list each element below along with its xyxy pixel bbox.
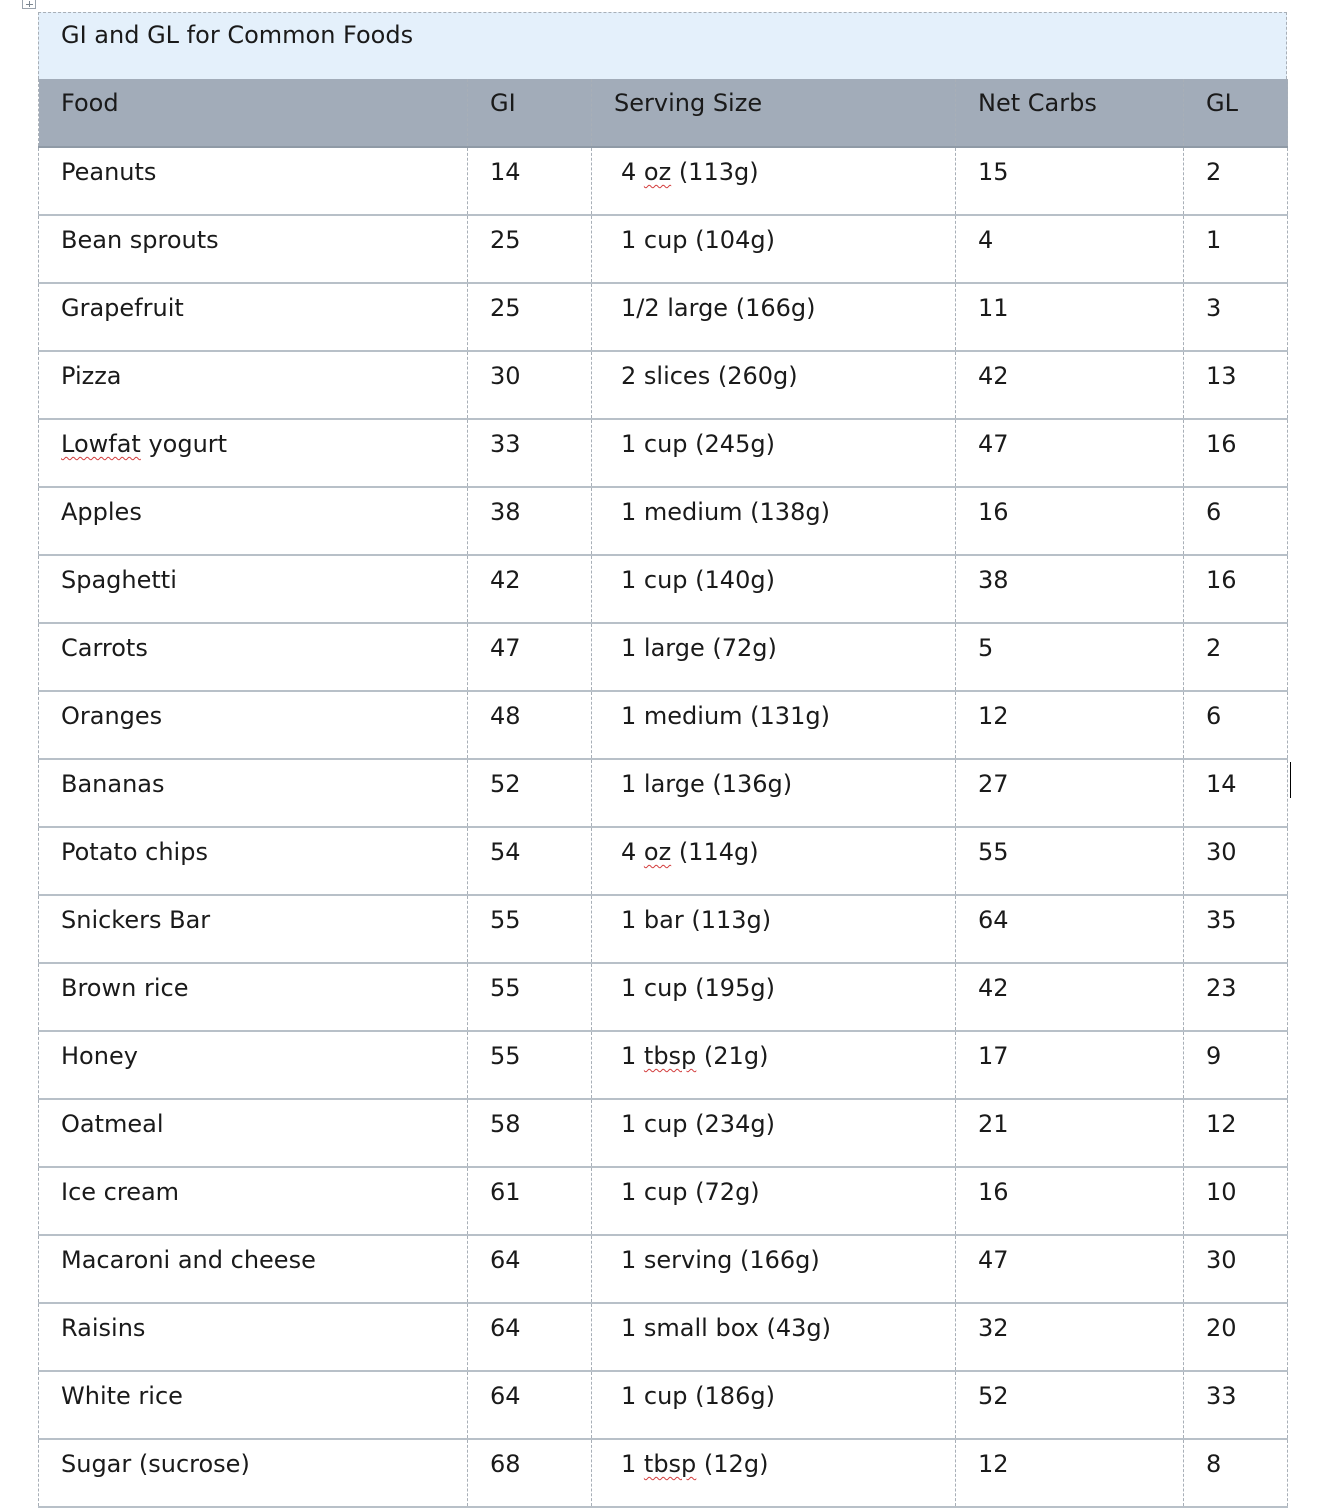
serving-size-cell[interactable] xyxy=(592,1031,956,1099)
food-cell[interactable]: Grapefruit xyxy=(39,283,468,351)
gl-cell[interactable]: 33 xyxy=(1184,1371,1288,1439)
gi-cell[interactable]: 14 xyxy=(468,147,592,215)
table-title[interactable]: GI and GL for Common Foods xyxy=(61,21,414,49)
gl-cell[interactable]: 6 xyxy=(1184,691,1288,759)
header-net-carbs[interactable]: Net Carbs xyxy=(956,79,1184,147)
net-carbs-cell[interactable]: 42 xyxy=(956,351,1184,419)
gl-cell[interactable]: 16 xyxy=(1184,419,1288,487)
food-text: yogurt xyxy=(140,430,228,458)
table-row xyxy=(39,419,1288,487)
serving-size-cell[interactable]: 1 cup (104g) xyxy=(592,215,956,283)
table-title-row xyxy=(38,12,1287,79)
serving-size-cell[interactable]: 1 serving (166g) xyxy=(592,1235,956,1303)
table-row xyxy=(39,1303,1288,1371)
serving-size-cell[interactable] xyxy=(592,827,956,895)
header-gl[interactable]: GL xyxy=(1184,79,1288,147)
food-cell[interactable]: Sugar (sucrose) xyxy=(39,1439,468,1507)
net-carbs-cell[interactable]: 52 xyxy=(956,1371,1184,1439)
serving-size-cell[interactable] xyxy=(592,147,956,215)
food-cell[interactable]: Raisins xyxy=(39,1303,468,1371)
table-row xyxy=(39,691,1288,759)
serving-size-cell[interactable]: 1 small box (43g) xyxy=(592,1303,956,1371)
serving-unit-misspelled: tbsp xyxy=(643,1450,697,1478)
table-row xyxy=(39,623,1288,691)
table-row xyxy=(39,1439,1288,1507)
net-carbs-cell[interactable]: 47 xyxy=(956,1235,1184,1303)
gl-cell[interactable]: 2 xyxy=(1184,623,1288,691)
table-row xyxy=(39,759,1288,827)
table-row xyxy=(39,555,1288,623)
serving-size-cell[interactable]: 1 large (72g) xyxy=(592,623,956,691)
net-carbs-cell[interactable]: 5 xyxy=(956,623,1184,691)
net-carbs-cell[interactable]: 12 xyxy=(956,1439,1184,1507)
text-cursor xyxy=(1290,762,1291,798)
gl-cell[interactable]: 35 xyxy=(1184,895,1288,963)
gi-cell[interactable]: 54 xyxy=(468,827,592,895)
table-row xyxy=(39,963,1288,1031)
net-carbs-cell[interactable]: 11 xyxy=(956,283,1184,351)
gl-cell[interactable]: 2 xyxy=(1184,147,1288,215)
gi-cell[interactable]: 38 xyxy=(468,487,592,555)
food-cell[interactable]: Snickers Bar xyxy=(39,895,468,963)
table-row xyxy=(39,147,1288,215)
net-carbs-cell[interactable]: 17 xyxy=(956,1031,1184,1099)
serving-text: (21g) xyxy=(696,1042,769,1070)
table-row xyxy=(39,895,1288,963)
serving-text: (113g) xyxy=(671,158,759,186)
net-carbs-cell[interactable]: 12 xyxy=(956,691,1184,759)
gi-cell[interactable]: 48 xyxy=(468,691,592,759)
food-text-misspelled: Lowfat xyxy=(61,430,141,458)
food-cell[interactable] xyxy=(39,419,468,487)
food-cell[interactable]: Bean sprouts xyxy=(39,215,468,283)
gi-cell[interactable]: 25 xyxy=(468,215,592,283)
food-cell[interactable]: Macaroni and cheese xyxy=(39,1235,468,1303)
serving-text: (12g) xyxy=(696,1450,769,1478)
serving-size-cell[interactable]: 1 cup (140g) xyxy=(592,555,956,623)
food-cell[interactable]: Oranges xyxy=(39,691,468,759)
table-row xyxy=(39,283,1288,351)
gi-cell[interactable]: 55 xyxy=(468,963,592,1031)
table-move-handle[interactable] xyxy=(22,0,36,9)
table-row xyxy=(39,1031,1288,1099)
gl-cell[interactable]: 30 xyxy=(1184,827,1288,895)
food-cell[interactable]: Spaghetti xyxy=(39,555,468,623)
net-carbs-cell[interactable]: 42 xyxy=(956,963,1184,1031)
gl-cell[interactable]: 10 xyxy=(1184,1167,1288,1235)
serving-size-cell[interactable]: 1 medium (131g) xyxy=(592,691,956,759)
net-carbs-cell[interactable]: 21 xyxy=(956,1099,1184,1167)
serving-text: (114g) xyxy=(671,838,759,866)
gi-cell[interactable]: 47 xyxy=(468,623,592,691)
gi-cell[interactable]: 64 xyxy=(468,1371,592,1439)
gl-cell[interactable]: 3 xyxy=(1184,283,1288,351)
table-row xyxy=(39,1235,1288,1303)
net-carbs-cell[interactable]: 15 xyxy=(956,147,1184,215)
serving-unit-misspelled: oz xyxy=(643,158,672,186)
table-row xyxy=(39,1099,1288,1167)
food-cell[interactable]: Potato chips xyxy=(39,827,468,895)
gl-cell[interactable]: 14 xyxy=(1184,759,1288,827)
table-row xyxy=(39,351,1288,419)
serving-size-cell[interactable]: 1 cup (186g) xyxy=(592,1371,956,1439)
gi-cell[interactable]: 33 xyxy=(468,419,592,487)
serving-size-cell[interactable]: 1 cup (72g) xyxy=(592,1167,956,1235)
food-cell[interactable]: Peanuts xyxy=(39,147,468,215)
gl-cell[interactable]: 9 xyxy=(1184,1031,1288,1099)
serving-size-cell[interactable] xyxy=(592,1439,956,1507)
serving-size-cell[interactable]: 1 medium (138g) xyxy=(592,487,956,555)
header-serving-size[interactable]: Serving Size xyxy=(592,79,956,147)
food-cell[interactable]: Bananas xyxy=(39,759,468,827)
serving-size-cell[interactable]: 1 bar (113g) xyxy=(592,895,956,963)
header-gi[interactable]: GI xyxy=(468,79,592,147)
gl-cell[interactable]: 6 xyxy=(1184,487,1288,555)
food-cell[interactable]: Pizza xyxy=(39,351,468,419)
net-carbs-cell[interactable]: 16 xyxy=(956,1167,1184,1235)
net-carbs-cell[interactable]: 27 xyxy=(956,759,1184,827)
serving-size-cell[interactable]: 1/2 large (166g) xyxy=(592,283,956,351)
gi-cell[interactable]: 52 xyxy=(468,759,592,827)
food-cell[interactable]: Oatmeal xyxy=(39,1099,468,1167)
gl-cell[interactable]: 30 xyxy=(1184,1235,1288,1303)
net-carbs-cell[interactable]: 16 xyxy=(956,487,1184,555)
gi-cell[interactable]: 30 xyxy=(468,351,592,419)
food-cell[interactable]: Apples xyxy=(39,487,468,555)
net-carbs-cell[interactable]: 32 xyxy=(956,1303,1184,1371)
table-row xyxy=(39,827,1288,895)
serving-size-cell[interactable]: 1 cup (195g) xyxy=(592,963,956,1031)
serving-size-cell[interactable]: 1 cup (234g) xyxy=(592,1099,956,1167)
serving-unit-misspelled: oz xyxy=(643,838,672,866)
net-carbs-cell[interactable]: 55 xyxy=(956,827,1184,895)
gl-cell[interactable]: 23 xyxy=(1184,963,1288,1031)
net-carbs-cell[interactable]: 64 xyxy=(956,895,1184,963)
gi-cell[interactable]: 58 xyxy=(468,1099,592,1167)
table-row xyxy=(39,1371,1288,1439)
gi-cell[interactable]: 68 xyxy=(468,1439,592,1507)
gi-cell[interactable]: 42 xyxy=(468,555,592,623)
serving-text: 4 xyxy=(621,158,644,186)
food-cell[interactable]: Honey xyxy=(39,1031,468,1099)
gl-cell[interactable]: 1 xyxy=(1184,215,1288,283)
food-cell[interactable]: White rice xyxy=(39,1371,468,1439)
gi-cell[interactable]: 64 xyxy=(468,1235,592,1303)
gi-cell[interactable]: 25 xyxy=(468,283,592,351)
serving-size-cell[interactable]: 1 cup (245g) xyxy=(592,419,956,487)
serving-unit-misspelled: tbsp xyxy=(643,1042,697,1070)
table-row xyxy=(39,215,1288,283)
gl-cell[interactable]: 8 xyxy=(1184,1439,1288,1507)
gi-gl-table xyxy=(38,12,1287,1508)
gl-cell[interactable]: 13 xyxy=(1184,351,1288,419)
header-food[interactable]: Food xyxy=(39,79,468,147)
food-table xyxy=(38,79,1288,1508)
gl-cell[interactable]: 20 xyxy=(1184,1303,1288,1371)
food-cell[interactable]: Brown rice xyxy=(39,963,468,1031)
serving-text: 1 xyxy=(621,1450,644,1478)
gl-cell[interactable]: 16 xyxy=(1184,555,1288,623)
gi-cell[interactable]: 55 xyxy=(468,895,592,963)
table-row xyxy=(39,1167,1288,1235)
food-cell[interactable]: Carrots xyxy=(39,623,468,691)
serving-size-cell[interactable]: 1 large (136g) xyxy=(592,759,956,827)
header-row xyxy=(39,79,1288,147)
table-row xyxy=(39,487,1288,555)
gi-cell[interactable]: 55 xyxy=(468,1031,592,1099)
gi-cell[interactable]: 64 xyxy=(468,1303,592,1371)
serving-text: 4 xyxy=(621,838,644,866)
net-carbs-cell[interactable]: 38 xyxy=(956,555,1184,623)
food-cell[interactable]: Ice cream xyxy=(39,1167,468,1235)
gi-cell[interactable]: 61 xyxy=(468,1167,592,1235)
serving-size-cell[interactable]: 2 slices (260g) xyxy=(592,351,956,419)
table-bottom-border xyxy=(38,1506,1287,1508)
gl-cell[interactable]: 12 xyxy=(1184,1099,1288,1167)
net-carbs-cell[interactable]: 47 xyxy=(956,419,1184,487)
serving-text: 1 xyxy=(621,1042,644,1070)
net-carbs-cell[interactable]: 4 xyxy=(956,215,1184,283)
